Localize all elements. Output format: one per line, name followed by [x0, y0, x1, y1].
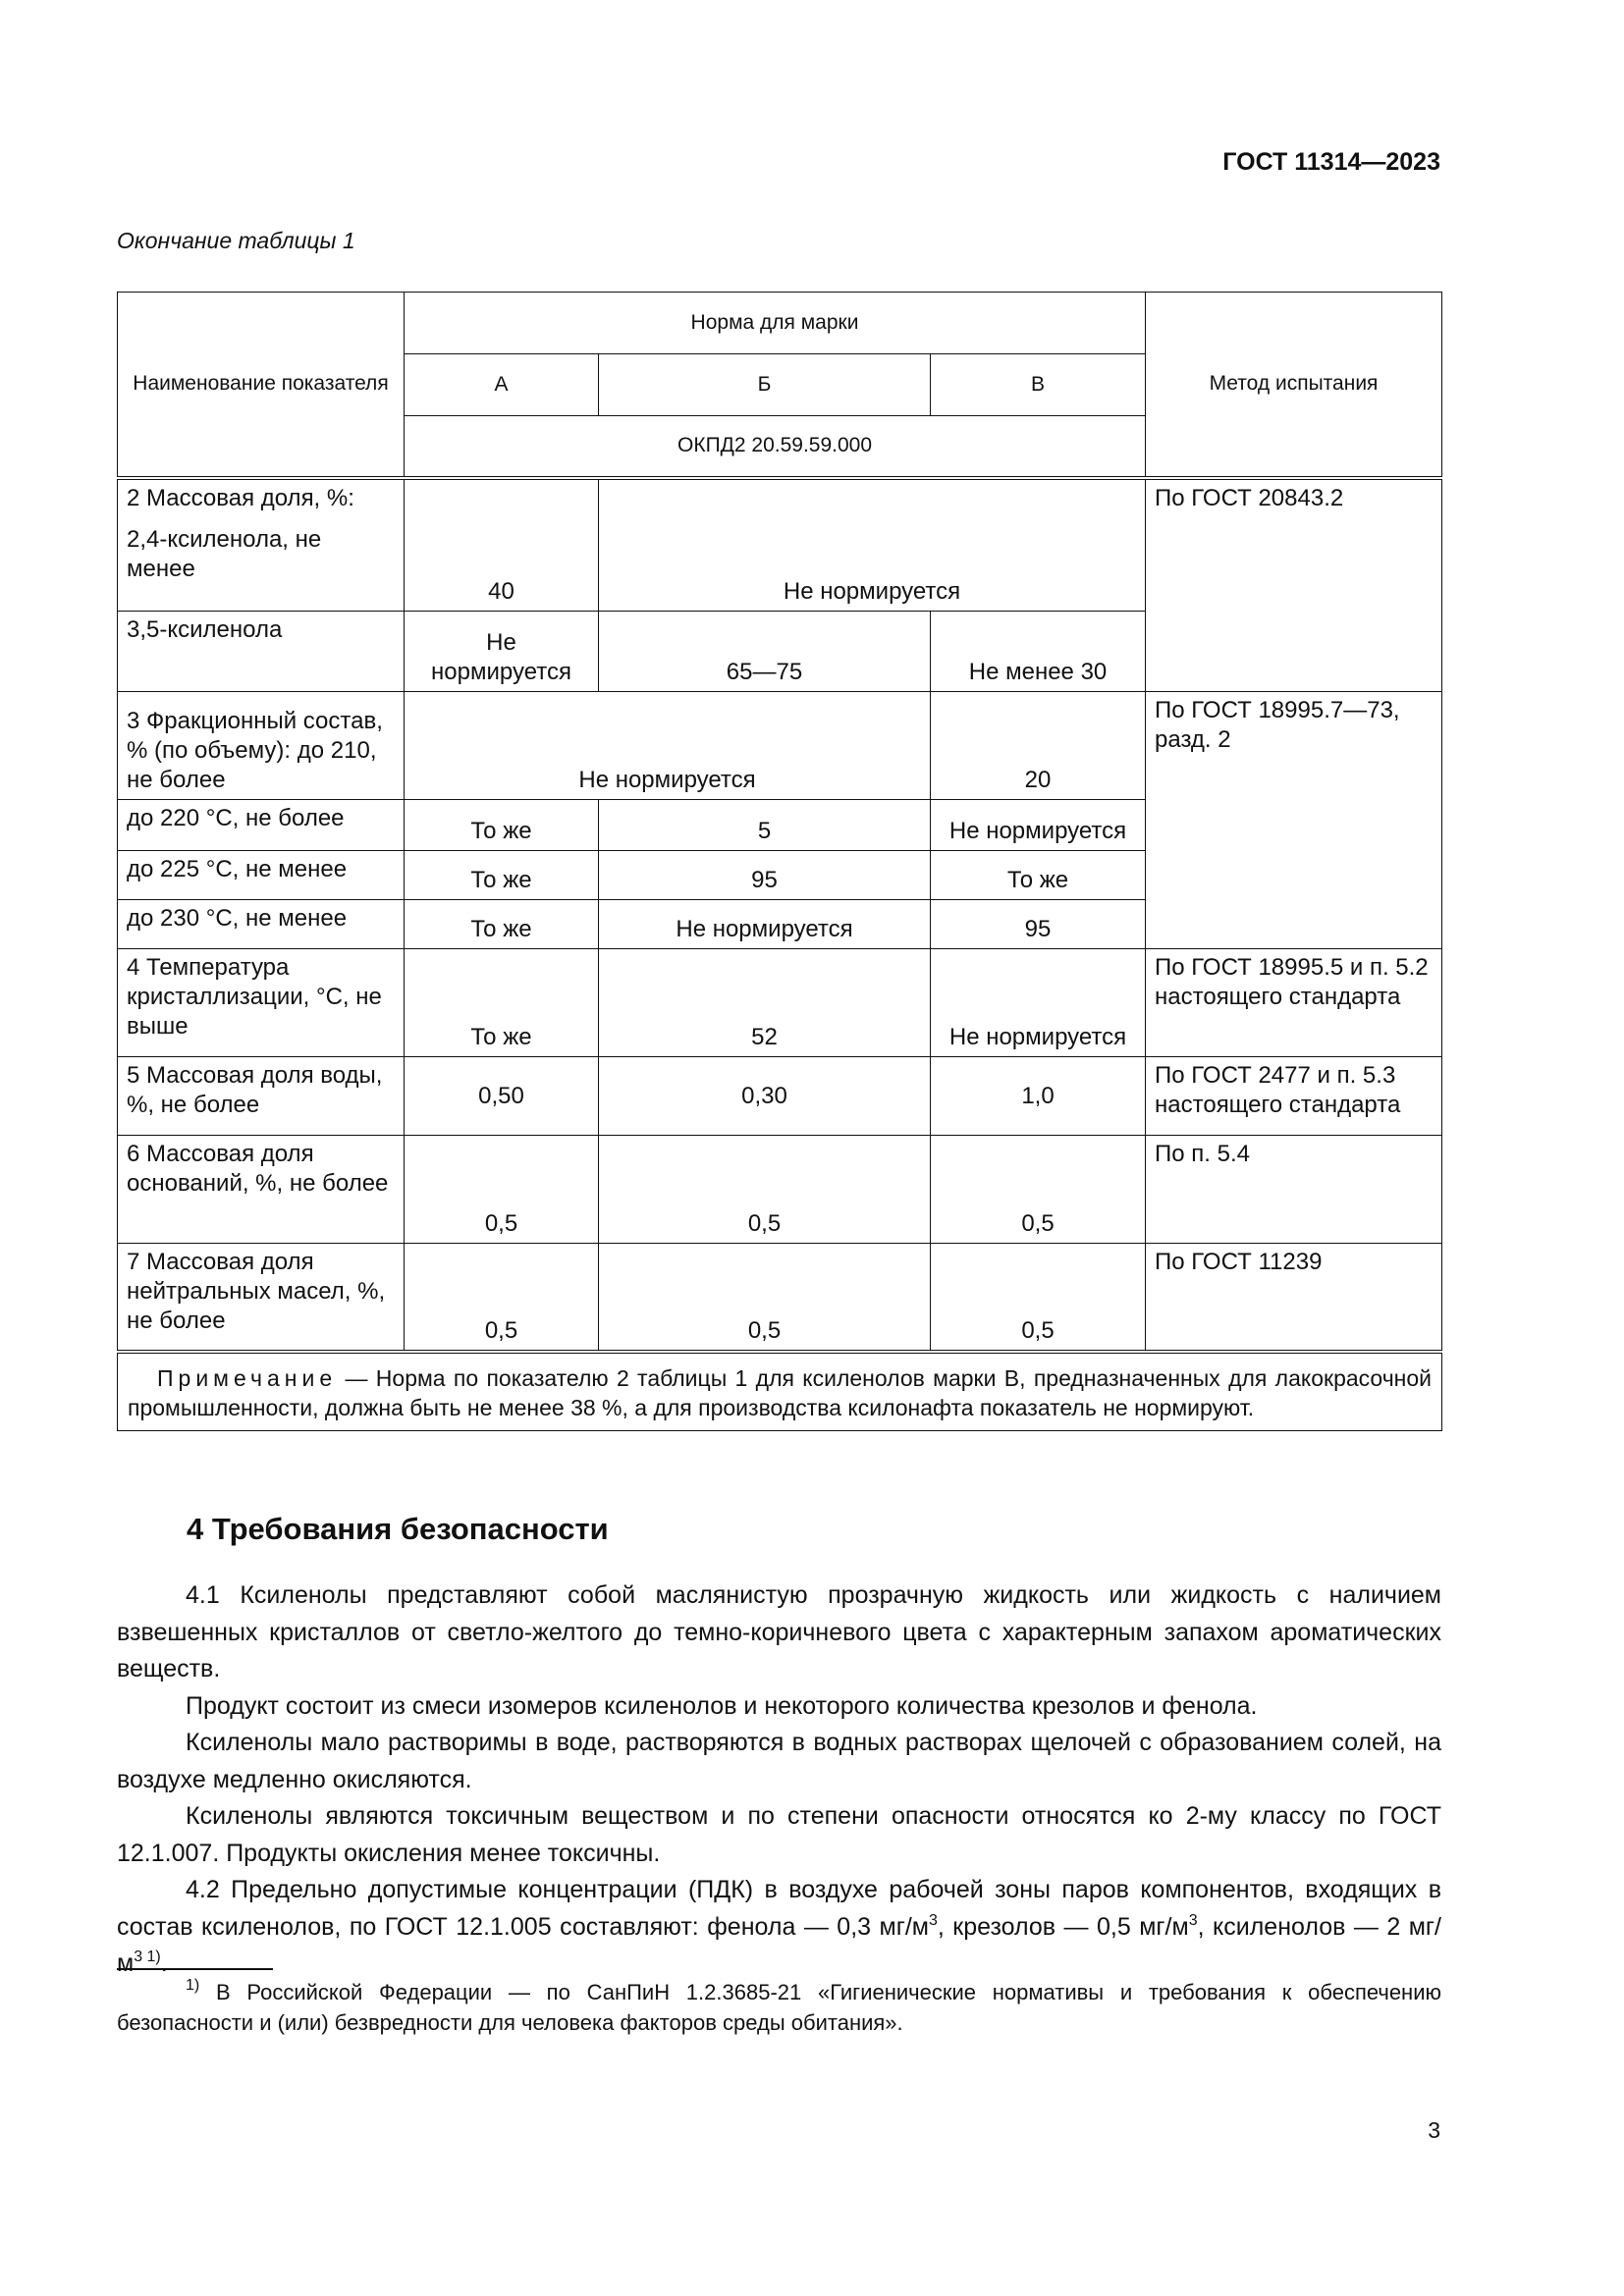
row2-sub1-label: 2,4-ксиленола, не менее	[127, 525, 322, 582]
row4-grade-b: 52	[599, 949, 931, 1057]
row3-l1-grade-v: 20	[931, 692, 1146, 800]
note-text: — Норма по показателю 2 таблицы 1 для ксиленолов марки В, предназначенных для лакокрасочной промышленности, должна быть не менее 38 %, а для производства ксилонафта показатель не нормируют.	[128, 1364, 1433, 1420]
row6-grade-b: 0,5	[599, 1136, 931, 1244]
row6-grade-a: 0,5	[405, 1136, 599, 1244]
row7-title: 7 Массовая доля нейтральных масел, %, не более	[118, 1244, 405, 1352]
header-grade-a: А	[405, 354, 599, 416]
paragraph-solubility: Ксиленолы мало растворимы в воде, растворяются в водных растворах щелочей с образованием солей, на воздухе медленно окисляются.	[117, 1729, 1441, 1793]
row5-grade-b: 0,30	[599, 1057, 931, 1136]
row3-l2-grade-v: Не нормируется	[931, 800, 1146, 851]
row6-method: По п. 5.4	[1146, 1136, 1442, 1244]
row3-l3-label: до 225 °С, не менее	[118, 851, 405, 900]
row5-grade-a: 0,50	[405, 1057, 599, 1136]
note-label: Примечание	[157, 1364, 338, 1391]
header-grade-v: В	[931, 354, 1146, 416]
section-body	[117, 1577, 1441, 1983]
header-norm-group: Норма для марки	[405, 293, 1146, 354]
row2-sub1-grade-a: 40	[405, 478, 599, 612]
spec-table	[117, 292, 1442, 1431]
footnote-separator	[117, 1968, 273, 1970]
row3-l1-grade-ab: Не нормируется	[405, 692, 931, 800]
p5-sup-3: 3 1)	[134, 1949, 161, 1965]
row3-l2-grade-b: 5	[599, 800, 931, 851]
row3-l4-grade-v: 95	[931, 900, 1146, 949]
row2-sub2-grade-a: Не нормируется	[405, 612, 599, 692]
row2-method: По ГОСТ 20843.2	[1146, 478, 1442, 692]
row3-l4-label: до 230 °С, не менее	[118, 900, 405, 949]
row4-grade-a: То же	[405, 949, 599, 1057]
paragraph-4-2	[117, 1872, 1441, 1983]
row3-l2-grade-a: То же	[405, 800, 599, 851]
row4-title: 4 Температура кристаллизации, °С, не выше	[118, 949, 405, 1057]
row5-grade-v: 1,0	[931, 1057, 1146, 1136]
row3-l2-label: до 220 °С, не более	[118, 800, 405, 851]
p5-text-c: , ксиленолов — 2 мг/м	[117, 1912, 1441, 1977]
row3-l3-grade-a: То же	[405, 851, 599, 900]
header-grade-b: Б	[599, 354, 931, 416]
header-test-method: Метод испытания	[1146, 293, 1442, 478]
row4-method: По ГОСТ 18995.5 и п. 5.2 настоящего стандарта	[1146, 949, 1442, 1057]
p5-text-d: .	[160, 1949, 168, 1977]
row3-l4-grade-b: Не нормируется	[599, 900, 931, 949]
document-code: ГОСТ 11314—2023	[1222, 148, 1440, 176]
row3-l3-grade-b: 95	[599, 851, 931, 900]
p5-text-b: , крезолов — 0,5 мг/м	[937, 1912, 1189, 1941]
footnote-mark: 1)	[186, 1977, 200, 1994]
p5-sup-2: 3	[1188, 1911, 1198, 1929]
paragraph-toxicity: Ксиленолы являются токсичным веществом и по степени опасности относятся ко 2-му классу по ГОСТ 12.1.007. Продукты окисления менее токсичны.	[117, 1802, 1441, 1867]
row3-l4-grade-a: То же	[405, 900, 599, 949]
row2-title: 2 Массовая доля, %:	[127, 484, 354, 511]
p5-sup-1: 3	[928, 1911, 938, 1929]
row2-sub2-grade-v: Не менее 30	[931, 612, 1146, 692]
row7-method: По ГОСТ 11239	[1146, 1244, 1442, 1352]
footnote-text: В Российской Федерации — по СанПиН 1.2.3685-21 «Гигиенические нормативы и требования к обеспечению безопасности и (или) безвредности для человека факторов среды обитания».	[117, 1980, 1441, 2035]
row2-sub2-label: 3,5-ксиленола	[118, 612, 405, 692]
row4-grade-v: Не нормируется	[931, 949, 1146, 1057]
p5-text-a: 4.2 Предельно допустимые концентрации (ПДК) в воздухе рабочей зоны паров компонентов, входящих в состав ксиленолов, по ГОСТ 12.1.005 составляют: фенола — 0,3 мг/м	[117, 1876, 1441, 1941]
row5-title: 5 Массовая доля воды, %, не более	[118, 1057, 405, 1136]
row5-method: По ГОСТ 2477 и п. 5.3 настоящего стандарта	[1146, 1057, 1442, 1136]
row2-sub1-grade-bv: Не нормируется	[599, 478, 1146, 612]
row3-title: 3 Фракционный состав, % (по объему): до 210, не более	[118, 692, 405, 800]
header-indicator-name: Наименование показателя	[118, 293, 405, 478]
row7-grade-b: 0,5	[599, 1244, 931, 1352]
row2-sub2-grade-b: 65—75	[599, 612, 931, 692]
table-continuation-caption: Окончание таблицы 1	[117, 228, 355, 253]
row3-method: По ГОСТ 18995.7—73, разд. 2	[1146, 692, 1442, 949]
row3-l3-grade-v: То же	[931, 851, 1146, 900]
page-number: 3	[1428, 2117, 1440, 2143]
row6-grade-v: 0,5	[931, 1136, 1146, 1244]
paragraph-product-composition: Продукт состоит из смеси изомеров ксиленолов и некоторого количества крезолов и фенола.	[186, 1691, 1258, 1720]
paragraph-4-1: 4.1 Ксиленолы представляют собой маслянистую прозрачную жидкость или жидкость с наличием взвешенных кристаллов от светло-желтого до темно-коричневого цвета с характерным запахом ароматических веществ.	[117, 1581, 1441, 1682]
row7-grade-a: 0,5	[405, 1244, 599, 1352]
section-title: 4 Требования безопасности	[187, 1512, 609, 1546]
row2-indicator	[118, 478, 405, 612]
row7-grade-v: 0,5	[931, 1244, 1146, 1352]
header-okpd-code: ОКПД2 20.59.59.000	[405, 416, 1146, 478]
footnote	[117, 1977, 1441, 2038]
table-note	[118, 1352, 1442, 1431]
row6-title: 6 Массовая доля оснований, %, не более	[118, 1136, 405, 1244]
